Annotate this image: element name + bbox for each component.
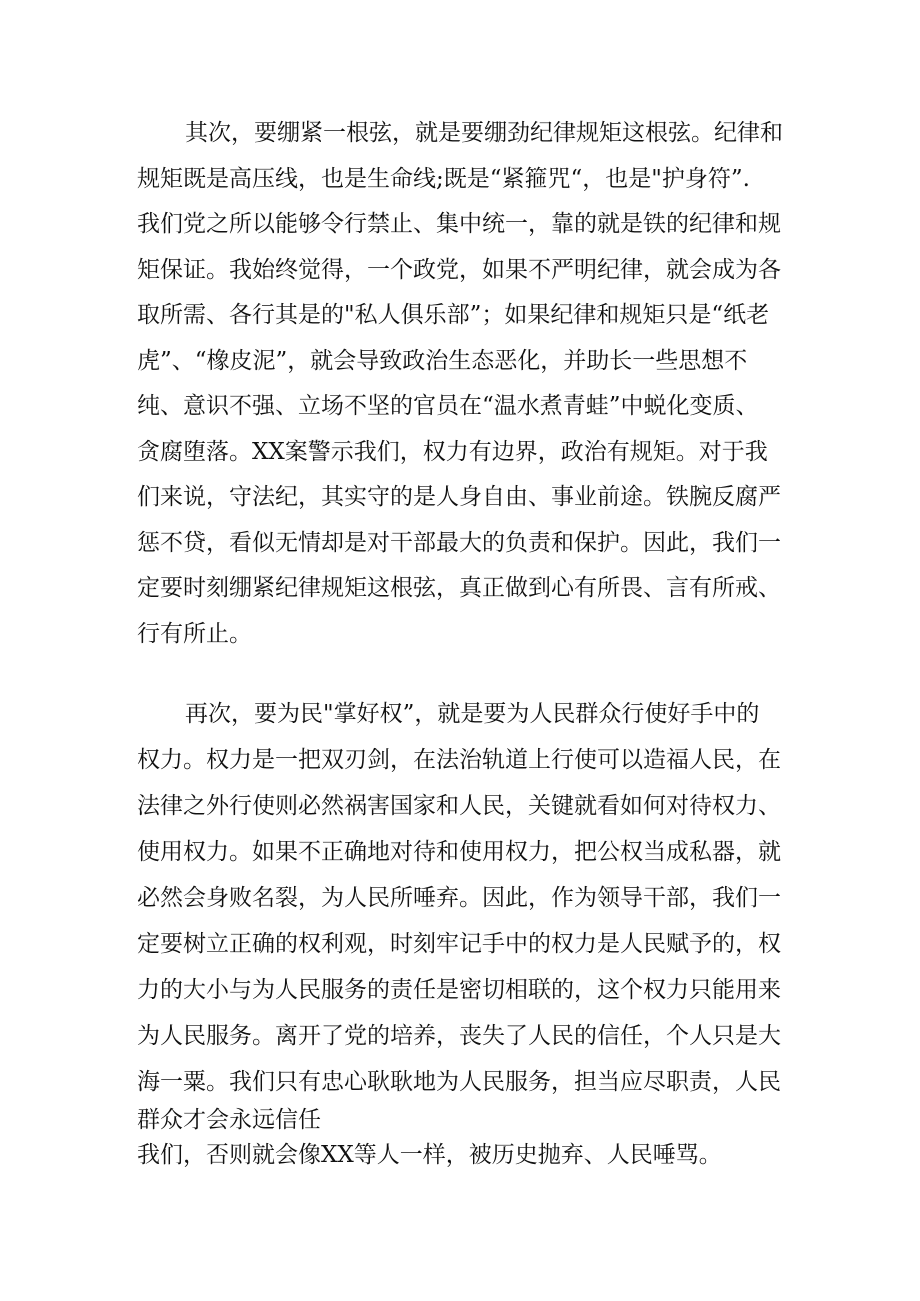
paragraph-1-line-12: 行有所止。 [137,621,252,647]
paragraph-1-line-1: 其次，要绷紧一根弦，就是要绷劲纪律规矩这根弦。纪律和 [185,120,783,146]
paragraph-2-line-5: 必然会身败名裂，为人民所唾弃。因此，作为领导干部，我们一 [137,885,781,911]
paragraph-2-line-1: 再次，要为民"掌好权”，就是要为人民群众行使好手中的 [185,701,760,727]
paragraph-2-line-8: 为人民服务。离开了党的培养，丧失了人民的信任，个人只是大 [137,1023,781,1049]
paragraph-1-line-11: 定要时刻绷紧纪律规矩这根弦，真正做到心有所畏、言有所戒、 [137,575,781,601]
paragraph-2-line-10: 群众才会永远信任 [137,1107,321,1133]
paragraph-1-line-9: 们来说，守法纪，其实守的是人身自由、事业前途。铁腕反腐严 [137,484,781,510]
paragraph-2-line-3: 法律之外行使则必然祸害国家和人民，关键就看如何对待权力、 [137,793,781,819]
paragraph-1-line-7: 纯、意识不强、立场不坚的官员在“温水煮青蛙”中蜕化变质、 [137,393,759,419]
paragraph-2-line-2: 权力。权力是一把双刃剑，在法治轨道上行使可以造福人民，在 [137,747,781,773]
paragraph-1-line-2: 规矩既是高压线，也是生命线;既是“紧箍咒“，也是"护身符”. [137,166,750,192]
paragraph-2-line-4: 使用权力。如果不正确地对待和使用权力，把公权当成私器，就 [137,839,781,865]
paragraph-1-line-6: 虎”、“橡皮泥”，就会导致政治生态恶化，并助长一些思想不 [137,348,748,374]
paragraph-1-line-5: 取所需、各行其是的"私人俱乐部”；如果纪律和规矩只是“纸老 [137,302,770,328]
paragraph-2-line-6: 定要树立正确的权利观，时刻牢记手中的权力是人民赋予的，权 [137,931,781,957]
paragraph-1-line-8: 贪腐堕落。XX案警示我们，权力有边界，政治有规矩。对于我 [137,439,768,465]
paragraph-1-line-10: 惩不贷，看似无情却是对干部最大的负责和保护。因此，我们一 [137,530,781,556]
paragraph-2-line-7: 力的大小与为人民服务的责任是密切相联的，这个权力只能用来 [137,977,781,1003]
paragraph-1-line-4: 矩保证。我始终觉得，一个政党，如果不严明纪律，就会成为各 [137,257,781,283]
paragraph-1-line-3: 我们党之所以能够令行禁止、集中统一，靠的就是铁的纪律和规 [137,211,781,237]
paragraph-2-line-11: 我们，否则就会像XX等人一样，被历史抛弃、人民唾骂。 [137,1142,722,1168]
paragraph-2-line-9: 海一粟。我们只有忠心耿耿地为人民服务，担当应尽职责，人民 [137,1069,781,1095]
